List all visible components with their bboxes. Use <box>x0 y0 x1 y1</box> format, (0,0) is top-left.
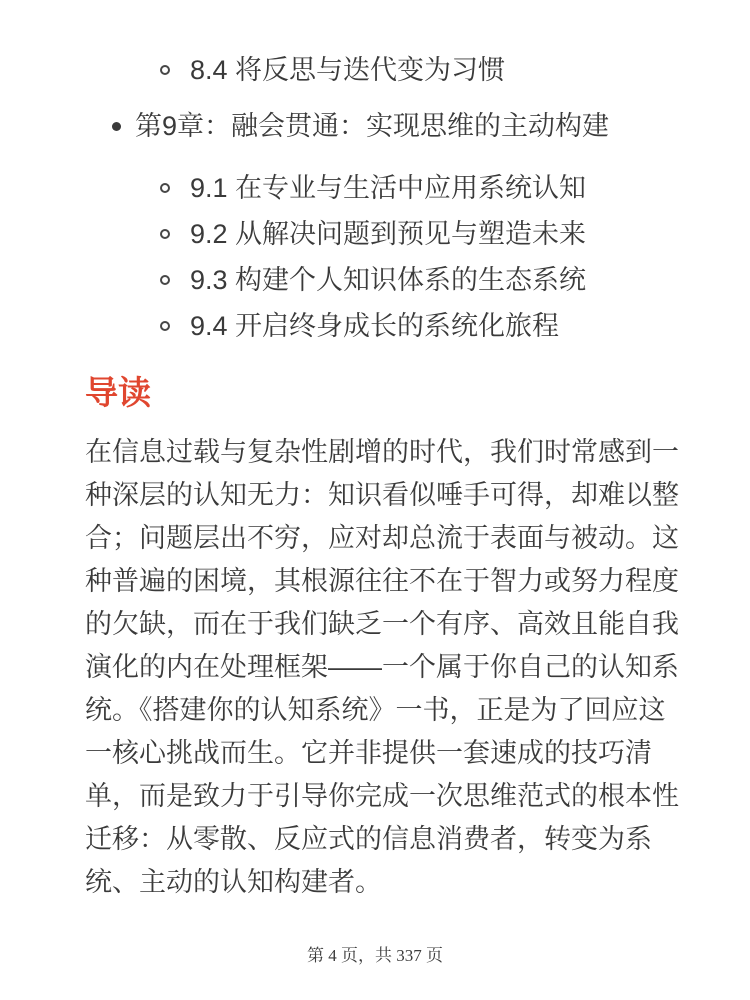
toc-item-9-2 <box>160 214 682 254</box>
circle-bullet-icon <box>160 65 170 75</box>
toc-item-label: 8.4 将反思与迭代变为习惯 <box>190 55 506 85</box>
toc-item-8-4 <box>160 50 682 90</box>
toc-item-9-1 <box>160 168 682 208</box>
toc-item-label: 9.1 在专业与生活中应用系统认知 <box>190 173 587 203</box>
toc-item-9-4 <box>160 306 682 346</box>
toc-item-label: 9.4 开启终身成长的系统化旅程 <box>190 311 560 341</box>
toc-item-label: 9.2 从解决问题到预见与塑造未来 <box>190 219 587 249</box>
toc-item-label: 第9章：融会贯通：实现思维的主动构建 <box>135 111 610 141</box>
toc-item-9-3 <box>160 260 682 300</box>
circle-bullet-icon <box>160 183 170 193</box>
page-number-footer: 第 4 页，共 337 页 <box>307 946 443 965</box>
toc-item-label: 9.3 构建个人知识体系的生态系统 <box>190 265 587 295</box>
section-paragraph: 在信息过载与复杂性剧增的时代，我们时常感到一种深层的认知无力：知识看似唾手可得，却难以整合；问题层出不穷，应对却总流于表面与被动。这种普遍的困境，其根源往往不在于智力或努力程度的欠缺，而在于我们缺乏一个有序、高效且能自我演化的内在处理框架——一个属于你自己的认知系统。《搭建你的认知系统》一书，正是为了回应这一核心挑战而生。它并非提供一套速成的技巧清单，而是致力于引导你完成一次思维范式的根本性迁移：从零散、反应式的信息消费者，转变为系统、主动的认知构建者。 <box>85 437 679 897</box>
circle-bullet-icon <box>160 275 170 285</box>
toc-item-chapter-9 <box>112 106 682 146</box>
section-heading: 导读 <box>85 374 151 411</box>
circle-bullet-icon <box>160 229 170 239</box>
disc-bullet-icon <box>112 122 121 131</box>
circle-bullet-icon <box>160 321 170 331</box>
toc-list <box>85 50 682 346</box>
